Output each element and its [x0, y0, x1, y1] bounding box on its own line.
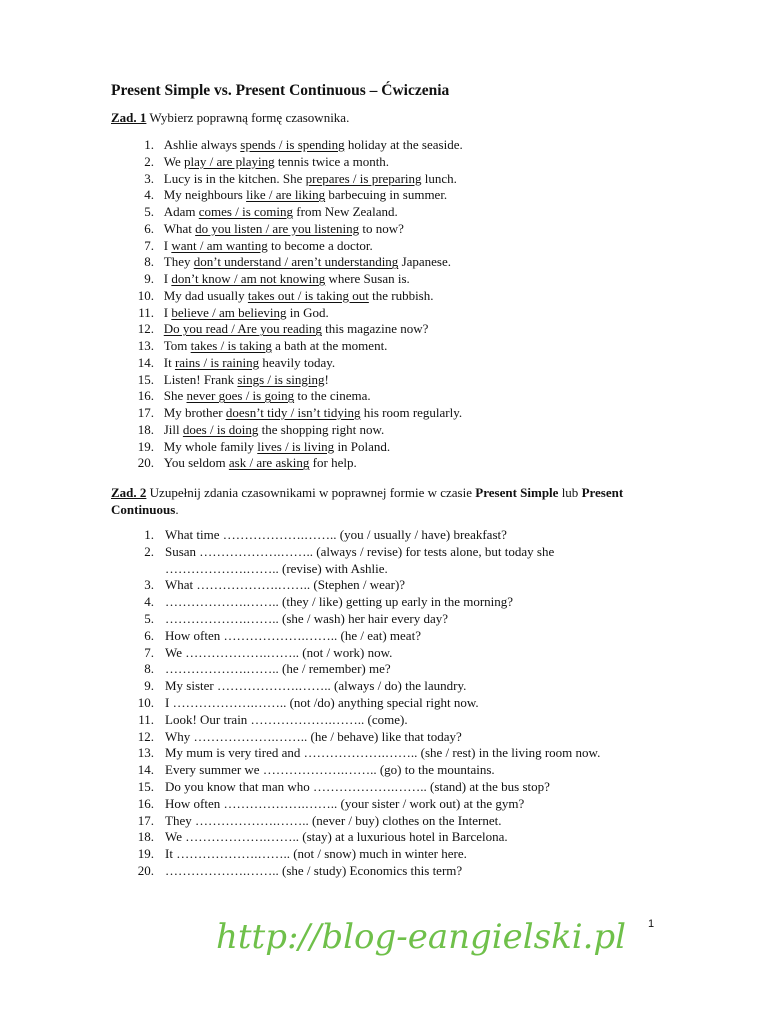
item-pre: It: [163, 354, 175, 370]
item-choice: prepares / is preparing: [305, 170, 422, 186]
item-number: 10.: [137, 694, 154, 710]
task2-item: [111, 594, 671, 611]
item-pre: My whole family: [163, 438, 258, 454]
item-text: My mum is very tired and ……………….…….. (she / rest) in the living room now.: [165, 745, 601, 761]
task2-tense1: Present Simple: [475, 485, 559, 500]
item-post: the rubbish.: [368, 287, 434, 303]
task1-item: [111, 221, 671, 238]
item-number: 11.: [138, 304, 154, 320]
item-choice: rains / is raining: [174, 354, 260, 370]
item-post: lunch.: [421, 170, 457, 186]
item-number: 2.: [144, 153, 154, 169]
watermark-text: http://blog-eangielski.pl: [216, 917, 627, 957]
item-text: [154, 372, 329, 389]
item-choice: play / are playing: [184, 153, 275, 169]
item-post: to now?: [359, 220, 404, 236]
item-text: [154, 271, 410, 288]
item-choice: believe / am believing: [171, 304, 287, 320]
task2-item: [111, 645, 671, 662]
item-text: How often ……………….…….. (your sister / work out) at the gym?: [165, 795, 525, 811]
task2-item: [111, 628, 671, 645]
task1-item: [111, 455, 671, 472]
item-number: 13.: [137, 338, 154, 353]
item-number: 16.: [137, 795, 154, 811]
task2-item: [111, 678, 671, 695]
item-post: in God.: [286, 304, 329, 320]
item-pre: Lucy is in the kitchen. She: [163, 170, 306, 186]
item-text: I ……………….…….. (not /do) anything special right now.: [165, 694, 479, 710]
task1-item: [111, 254, 671, 271]
item-number: 10.: [137, 287, 154, 303]
item-number: 20.: [137, 455, 154, 471]
item-choice: sings / is singing: [237, 371, 325, 387]
item-pre: I: [163, 304, 172, 320]
item-number: 9.: [144, 271, 154, 286]
item-text: [154, 455, 357, 472]
task1-item: [111, 405, 671, 422]
item-text: Susan ……………….…….. (always / revise) for tests alone, but today she ……………….…….. (revise) with Ashlie.: [165, 543, 555, 576]
item-number: 7.: [144, 237, 154, 253]
item-post: !: [324, 371, 329, 387]
item-number: 8.: [144, 661, 154, 677]
item-text: [154, 154, 389, 171]
item-post: for help.: [309, 455, 357, 471]
task2-item: [111, 729, 671, 746]
item-pre: You seldom: [163, 455, 229, 471]
task2-item: [111, 577, 671, 594]
item-number: 9.: [144, 678, 154, 694]
watermark-logo: [214, 906, 627, 970]
task1-item: [111, 271, 671, 288]
item-number: 15.: [137, 778, 154, 794]
task1-item: [111, 439, 671, 456]
item-choice: takes out / is taking out: [247, 287, 369, 303]
item-choice: spends / is spending: [240, 137, 345, 152]
item-number: 3.: [144, 577, 154, 593]
item-post: barbecuing in summer.: [325, 187, 448, 203]
item-text: [154, 238, 373, 255]
item-pre: She: [163, 388, 187, 404]
item-number: 17.: [137, 812, 154, 828]
item-text: What time ……………….…….. (you / usually / have) breakfast?: [165, 527, 507, 542]
item-text: [154, 221, 404, 238]
item-choice: never goes / is going: [186, 388, 295, 404]
item-post: where Susan is.: [325, 271, 410, 286]
item-text: [154, 204, 398, 221]
item-post: a bath at the moment.: [271, 338, 388, 353]
item-number: 15.: [137, 371, 154, 387]
task2-tense2: Present Continuous: [111, 485, 624, 517]
item-post: from New Zealand.: [293, 204, 398, 219]
item-post: to the cinema.: [294, 388, 371, 404]
item-number: 16.: [137, 388, 154, 404]
task1-label: Zad. 1: [111, 110, 147, 125]
task2-item: [111, 762, 671, 779]
item-text: Why ……………….…….. (he / behave) like that today?: [165, 728, 462, 744]
item-pre: We: [163, 153, 184, 169]
task1-item: [111, 187, 671, 204]
item-number: 19.: [137, 846, 154, 862]
task2-heading: [111, 485, 651, 519]
item-pre: Listen! Frank: [163, 371, 238, 387]
item-number: 18.: [137, 421, 154, 437]
item-number: 5.: [144, 204, 154, 219]
item-pre: Ashlie always: [163, 137, 241, 152]
task2-item: [111, 745, 671, 762]
task2-item: [111, 813, 671, 830]
item-number: 17.: [137, 405, 154, 420]
task1-heading: [111, 110, 651, 127]
task2-item: [111, 695, 671, 712]
task2-item: [111, 779, 671, 796]
item-post: to become a doctor.: [267, 237, 373, 253]
item-post: in Poland.: [334, 438, 391, 454]
item-text: [154, 137, 463, 154]
item-text: [154, 187, 447, 204]
item-choice: does / is doing: [182, 421, 259, 437]
task1-item: [111, 171, 671, 188]
item-text: Look! Our train ……………….…….. (come).: [165, 711, 408, 727]
item-text: We ……………….…….. (not / work) now.: [165, 644, 393, 660]
item-text: [154, 321, 428, 338]
item-post: his room regularly.: [360, 405, 463, 420]
item-number: 11.: [138, 711, 154, 727]
item-text: Every summer we ……………….…….. (go) to the mountains.: [165, 762, 495, 778]
task1-item: [111, 372, 671, 389]
item-number: 12.: [137, 321, 154, 337]
item-number: 20.: [137, 862, 154, 878]
task2-item: [111, 796, 671, 813]
item-number: 14.: [137, 762, 154, 778]
task1-item: [111, 338, 671, 355]
item-text: It ……………….…….. (not / snow) much in winter here.: [165, 846, 467, 862]
item-number: 6.: [144, 627, 154, 643]
task2-item: [111, 544, 671, 578]
item-text: [154, 388, 371, 405]
item-text: [154, 338, 387, 355]
item-number: 2.: [144, 543, 154, 559]
item-text: [154, 405, 462, 422]
item-text: How often ……………….…….. (he / eat) meat?: [165, 627, 421, 643]
item-post: heavily today.: [259, 354, 336, 370]
item-number: 6.: [144, 220, 154, 236]
item-number: 1.: [144, 527, 154, 542]
item-text: ……………….…….. (she / wash) her hair every day?: [165, 610, 449, 626]
item-pre: My brother: [163, 405, 226, 420]
item-text: [154, 171, 457, 188]
item-number: 4.: [144, 187, 154, 203]
task2-item: [111, 846, 671, 863]
task1-item: [111, 204, 671, 221]
item-text: [154, 305, 329, 322]
item-choice: do you listen / are you listening: [195, 220, 360, 236]
task2-item: [111, 712, 671, 729]
item-choice: lives / is living: [257, 438, 335, 454]
item-pre: Jill: [163, 421, 183, 437]
item-text: We ……………….…….. (stay) at a luxurious hotel in Barcelona.: [165, 829, 508, 845]
item-pre: My neighbours: [163, 187, 247, 203]
item-text: What ……………….…….. (Stephen / wear)?: [165, 577, 406, 593]
item-text: [154, 355, 335, 372]
task1-list: [111, 137, 671, 472]
item-text: They ……………….…….. (never / buy) clothes on the Internet.: [165, 812, 502, 828]
item-number: 3.: [144, 170, 154, 186]
item-choice: Do you read / Are you reading: [163, 321, 322, 337]
item-post: this magazine now?: [321, 321, 429, 337]
page-number: 1: [648, 918, 655, 930]
item-post: the shopping right now.: [258, 421, 385, 437]
item-text: ……………….…….. (she / study) Economics this term?: [165, 862, 463, 878]
task2-instruction: Uzupełnij zdania czasownikami w poprawnej formie w czasie: [146, 485, 476, 500]
item-choice: comes / is coming: [198, 204, 294, 219]
item-text: My sister ……………….…….. (always / do) the laundry.: [165, 678, 467, 694]
task2-item: [111, 611, 671, 628]
item-text: ……………….…….. (he / remember) me?: [165, 661, 391, 677]
item-pre: My dad usually: [163, 287, 248, 303]
item-text: [154, 254, 451, 271]
item-choice: want / am wanting: [171, 237, 268, 253]
item-number: 7.: [144, 644, 154, 660]
item-number: 19.: [137, 438, 154, 454]
item-text: [154, 422, 384, 439]
item-choice: takes / is taking: [190, 338, 272, 353]
item-number: 14.: [137, 354, 154, 370]
task2-list: [111, 527, 671, 880]
task1-item: [111, 305, 671, 322]
task2-label: Zad. 2: [111, 485, 147, 500]
task1-item: [111, 422, 671, 439]
item-choice: ask / are asking: [228, 455, 310, 471]
task1-item: [111, 288, 671, 305]
task1-item: [111, 388, 671, 405]
task1-instruction: Wybierz poprawną formę czasownika.: [146, 110, 350, 125]
item-number: 4.: [144, 594, 154, 610]
task2-instruction-mid: lub: [558, 485, 582, 500]
item-number: 13.: [137, 745, 154, 761]
page-title: Present Simple vs. Present Continuous – Ćwiczenia: [111, 82, 450, 99]
item-pre: What: [163, 220, 196, 236]
item-pre: I: [163, 271, 172, 286]
item-pre: I: [163, 237, 172, 253]
task1-item: [111, 154, 671, 171]
item-pre: They: [163, 254, 194, 270]
item-text: [154, 439, 390, 456]
item-text: ……………….…….. (they / like) getting up early in the morning?: [165, 594, 514, 610]
task1-item: [111, 321, 671, 338]
item-text: [154, 288, 434, 305]
item-text: Do you know that man who ……………….…….. (stand) at the bus stop?: [165, 778, 550, 794]
task2-item: [111, 829, 671, 846]
item-number: 18.: [137, 829, 154, 845]
item-number: 12.: [137, 728, 154, 744]
item-pre: Tom: [163, 338, 191, 353]
item-choice: don’t know / am not knowing: [171, 271, 326, 286]
task2-item: [111, 527, 671, 544]
item-choice: doesn’t tidy / isn’t tidying: [225, 405, 361, 420]
task2-instruction-end: .: [175, 501, 179, 517]
item-choice: don’t understand / aren’t understanding: [193, 254, 399, 270]
task1-item: [111, 238, 671, 255]
item-number: 1.: [144, 137, 154, 152]
task2-item: [111, 863, 671, 880]
task1-item: [111, 137, 671, 154]
item-post: tennis twice a month.: [274, 153, 390, 169]
item-post: Japanese.: [398, 254, 452, 270]
item-number: 8.: [144, 254, 154, 270]
item-post: holiday at the seaside.: [344, 137, 463, 152]
item-choice: like / are liking: [246, 187, 326, 203]
item-number: 5.: [144, 610, 154, 626]
item-pre: Adam: [163, 204, 199, 219]
task1-item: [111, 355, 671, 372]
task2-item: [111, 661, 671, 678]
